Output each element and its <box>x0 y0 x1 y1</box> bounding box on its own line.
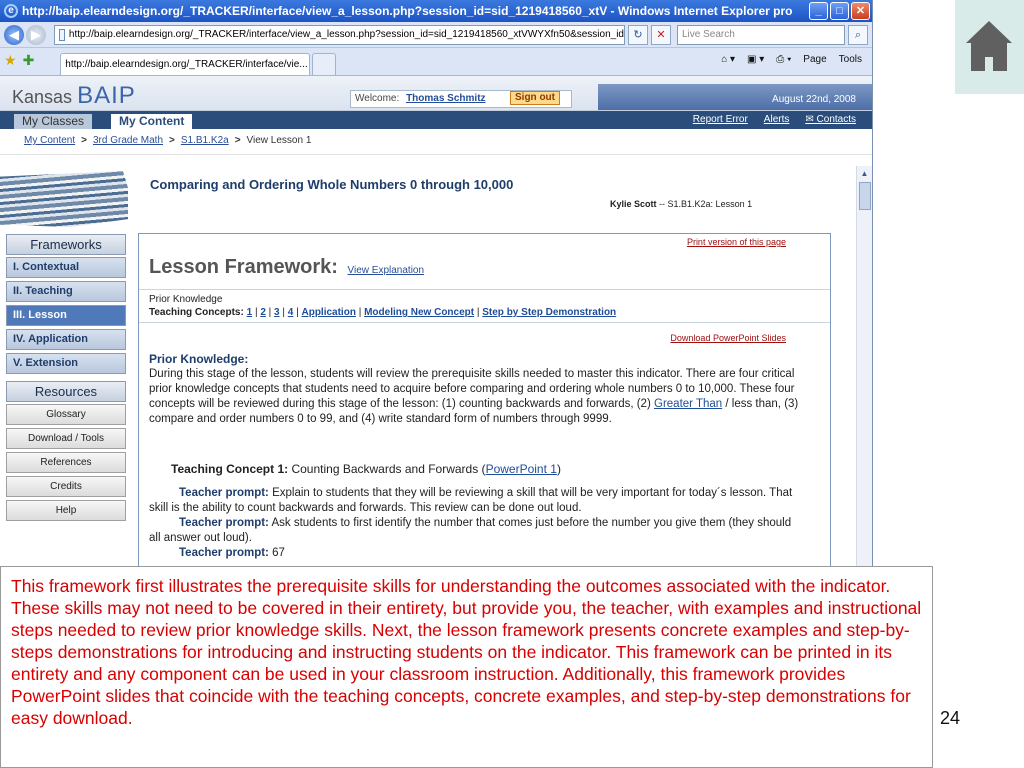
new-tab[interactable] <box>312 53 336 75</box>
window-title: http://baip.elearndesign.org/_TRACKER/interface/view_a_lesson.php?session_id=sid_1219418560_xtV - Windows Internet Explorer pro <box>22 4 793 18</box>
breadcrumb-sep: > <box>234 135 241 146</box>
step-by-step-link[interactable]: Step by Step Demonstration <box>482 307 617 318</box>
feeds-icon[interactable]: ▣ ▾ <box>747 54 765 65</box>
ie-icon: e <box>4 4 18 18</box>
concept-link-3[interactable]: 3 <box>274 307 280 318</box>
contacts-link[interactable] <box>805 114 856 125</box>
header-date: August 22nd, 2008 <box>598 84 872 110</box>
sidebar-item-contextual[interactable]: I. Contextual <box>6 257 126 278</box>
concept-link-4[interactable]: 4 <box>287 307 294 318</box>
page-menu[interactable]: Page <box>803 54 827 65</box>
back-arrow-icon[interactable]: ◀ <box>4 25 24 45</box>
sidebar-item-extension[interactable]: V. Extension <box>6 353 126 374</box>
site-header <box>0 76 872 111</box>
alerts-link[interactable]: Alerts <box>763 114 790 125</box>
user-name-link[interactable]: Thomas Schmitz <box>406 93 486 104</box>
stop-icon[interactable]: ✕ <box>651 25 671 45</box>
page-scrollbar[interactable] <box>856 166 872 600</box>
breadcrumb-sep: > <box>169 135 175 146</box>
teacher-prompt-3 <box>149 546 805 561</box>
resource-credits[interactable]: Credits <box>6 476 126 497</box>
address-toolbar <box>0 22 872 48</box>
prompt-text: Ask students to first identify the number that comes just before the number you give them (they should all answer out loud). <box>149 517 792 544</box>
teacher-prompts <box>149 486 805 561</box>
prior-knowledge-section <box>149 352 799 427</box>
prompt-text: Explain to students that they will be reviewing a skill that will be very important for today´s lesson. That skill is the ability to count backwards and forwards. This review can be done out loud. <box>149 487 793 514</box>
welcome-label: Welcome: <box>355 93 400 104</box>
prompt-label: Teacher prompt: <box>179 547 269 559</box>
prompt-label: Teacher prompt: <box>179 517 269 529</box>
tab-my-classes[interactable]: My Classes <box>14 114 92 129</box>
concept-link-2[interactable]: 2 <box>260 307 266 318</box>
greater-than-link[interactable]: Greater Than <box>654 398 723 410</box>
student-name: Kylie Scott <box>610 199 657 209</box>
lesson-code: -- S1.B1.K2a: Lesson 1 <box>659 199 753 209</box>
home-cmd-icon[interactable]: ⌂ ▾ <box>721 54 736 65</box>
address-input[interactable] <box>54 25 625 45</box>
framework-heading-text: Lesson Framework: <box>149 256 338 278</box>
slide-caption: This framework first illustrates the prerequisite skills for understanding the outcomes associated with the indicator. These skills may not need to be covered in their entirety, but provide you, the teacher, with examples and instructional steps needed to review prior knowledge skills. Next, the lesson framework presents concrete examples and step-by-steps demonstrations for introducing and instructing students on the indicator. This framework can be printed in its entirety and any component can be used in your classroom instruction. Additionally, this framework provides PowerPoint slides that coincide with the teaching concepts, concrete examples, and step-by-step demonstrations for easy download. <box>0 566 933 768</box>
mail-icon: ✉ <box>805 114 814 125</box>
breadcrumb-current: View Lesson 1 <box>246 135 312 146</box>
logo-main: BAIP <box>77 82 136 109</box>
home-door <box>985 57 993 71</box>
site-logo <box>12 82 136 110</box>
browser-tab[interactable]: http://baip.elearndesign.org/_TRACKER/interface/vie... <box>60 53 310 75</box>
tc1-label: Teaching Concept 1: <box>171 462 289 476</box>
resource-download-tools[interactable]: Download / Tools <box>6 428 126 449</box>
welcome-box <box>350 90 572 108</box>
address-text: http://baip.elearndesign.org/_TRACKER/interface/view_a_lesson.php?session_id=sid_1219418560_xtVWYXfn50&session_id <box>68 29 624 40</box>
prior-knowledge-text <box>149 367 799 427</box>
site-tab-row <box>0 111 872 129</box>
prompt-text: 67 <box>272 547 285 559</box>
search-input[interactable]: Live Search <box>677 25 845 45</box>
maximize-button[interactable]: □ <box>830 2 849 20</box>
web-page <box>0 76 872 600</box>
modeling-link[interactable]: Modeling New Concept <box>364 307 475 318</box>
minimize-button[interactable]: _ <box>809 2 828 20</box>
tab-bar <box>0 48 872 76</box>
lesson-title: Comparing and Ordering Whole Numbers 0 through 10,000 <box>150 177 514 192</box>
page-icon <box>59 29 65 41</box>
command-bar <box>721 54 862 65</box>
concept-link-1[interactable]: 1 <box>246 307 253 318</box>
resource-references[interactable]: References <box>6 452 126 473</box>
frameworks-header: Frameworks <box>6 234 126 255</box>
teacher-prompt-2 <box>149 516 805 546</box>
tc1-end: ) <box>556 462 561 476</box>
books-image <box>0 171 128 227</box>
section-label: Prior Knowledge <box>149 294 223 305</box>
print-version-link[interactable]: Print version of this page <box>686 237 786 247</box>
forward-arrow-icon[interactable]: ▶ <box>26 25 46 45</box>
resources-header: Resources <box>6 381 126 402</box>
framework-heading <box>149 256 424 279</box>
tc1-text: Counting Backwards and Forwards ( <box>291 462 486 476</box>
section-nav <box>139 289 830 323</box>
application-link[interactable]: Application <box>301 307 356 318</box>
tools-menu[interactable]: Tools <box>838 54 862 65</box>
report-error-link[interactable]: Report Error <box>692 114 748 125</box>
teaching-concepts-label: Teaching Concepts: <box>149 307 244 318</box>
refresh-icon[interactable]: ↻ <box>628 25 648 45</box>
pk-text-1: During this stage of the lesson, students will review the prerequisite skills needed to master this indicator. There are four critical prior knowledge concepts that students need to acquire before comparing and ordering whole numbers 0 to 10,000. These four concepts will be reviewed during this stage of the lesson: (1) counting backwards and forwards, (2) <box>149 368 795 410</box>
title-bar <box>0 0 872 22</box>
teaching-concepts-nav: Teaching Concepts: 1 | 2 | 3 | 4 | Application | Modeling New Concept | Step by Step Demonstration <box>149 307 617 318</box>
favorites-star-icon[interactable]: ★ <box>4 52 17 68</box>
breadcrumb-my-content[interactable]: My Content <box>24 135 76 146</box>
sidebar-item-lesson[interactable]: III. Lesson <box>6 305 126 326</box>
logo-prefix: Kansas <box>12 87 73 107</box>
breadcrumb-indicator[interactable]: S1.B1.K2a <box>180 135 229 146</box>
scroll-up-icon[interactable]: ▲ <box>860 169 869 178</box>
prior-knowledge-heading: Prior Knowledge: <box>149 352 249 366</box>
sidebar-item-teaching[interactable]: II. Teaching <box>6 281 126 302</box>
print-icon[interactable]: ⎙ ▾ <box>776 54 792 65</box>
sidebar <box>6 234 126 524</box>
close-button[interactable]: ✕ <box>851 2 870 20</box>
teacher-prompt-1 <box>149 486 805 516</box>
breadcrumb-3rd-grade-math[interactable]: 3rd Grade Math <box>92 135 164 146</box>
add-favorites-icon[interactable]: ✚ <box>22 52 35 68</box>
sidebar-item-application[interactable]: IV. Application <box>6 329 126 350</box>
framework-panel <box>138 233 831 600</box>
sign-out-button[interactable]: Sign out <box>510 91 560 105</box>
tab-my-content[interactable]: My Content <box>111 114 192 129</box>
teaching-concept-1 <box>171 462 561 476</box>
home-roof <box>966 21 1012 43</box>
powerpoint-1-link[interactable]: PowerPoint 1 <box>485 462 557 476</box>
download-ppt-link[interactable]: Download PowerPoint Slides <box>670 333 786 343</box>
resource-glossary[interactable]: Glossary <box>6 404 126 425</box>
contacts-label: Contacts <box>816 114 856 125</box>
slide-number: 24 <box>940 708 961 728</box>
pk-text-2: / less than, (3) compare and order numbers 0 to 99, and (4) write standard form of numbers through 9999. <box>149 398 799 425</box>
lesson-subtitle <box>610 199 752 209</box>
header-links <box>693 114 856 125</box>
resource-help[interactable]: Help <box>6 500 126 521</box>
breadcrumb-sep: > <box>81 135 87 146</box>
view-explanation-link[interactable]: View Explanation <box>347 265 425 276</box>
scroll-thumb[interactable] <box>859 182 871 210</box>
breadcrumb <box>0 129 872 155</box>
home-icon[interactable] <box>955 0 1024 94</box>
prompt-label: Teacher prompt: <box>179 487 269 499</box>
search-icon[interactable]: ⌕ <box>848 25 868 45</box>
